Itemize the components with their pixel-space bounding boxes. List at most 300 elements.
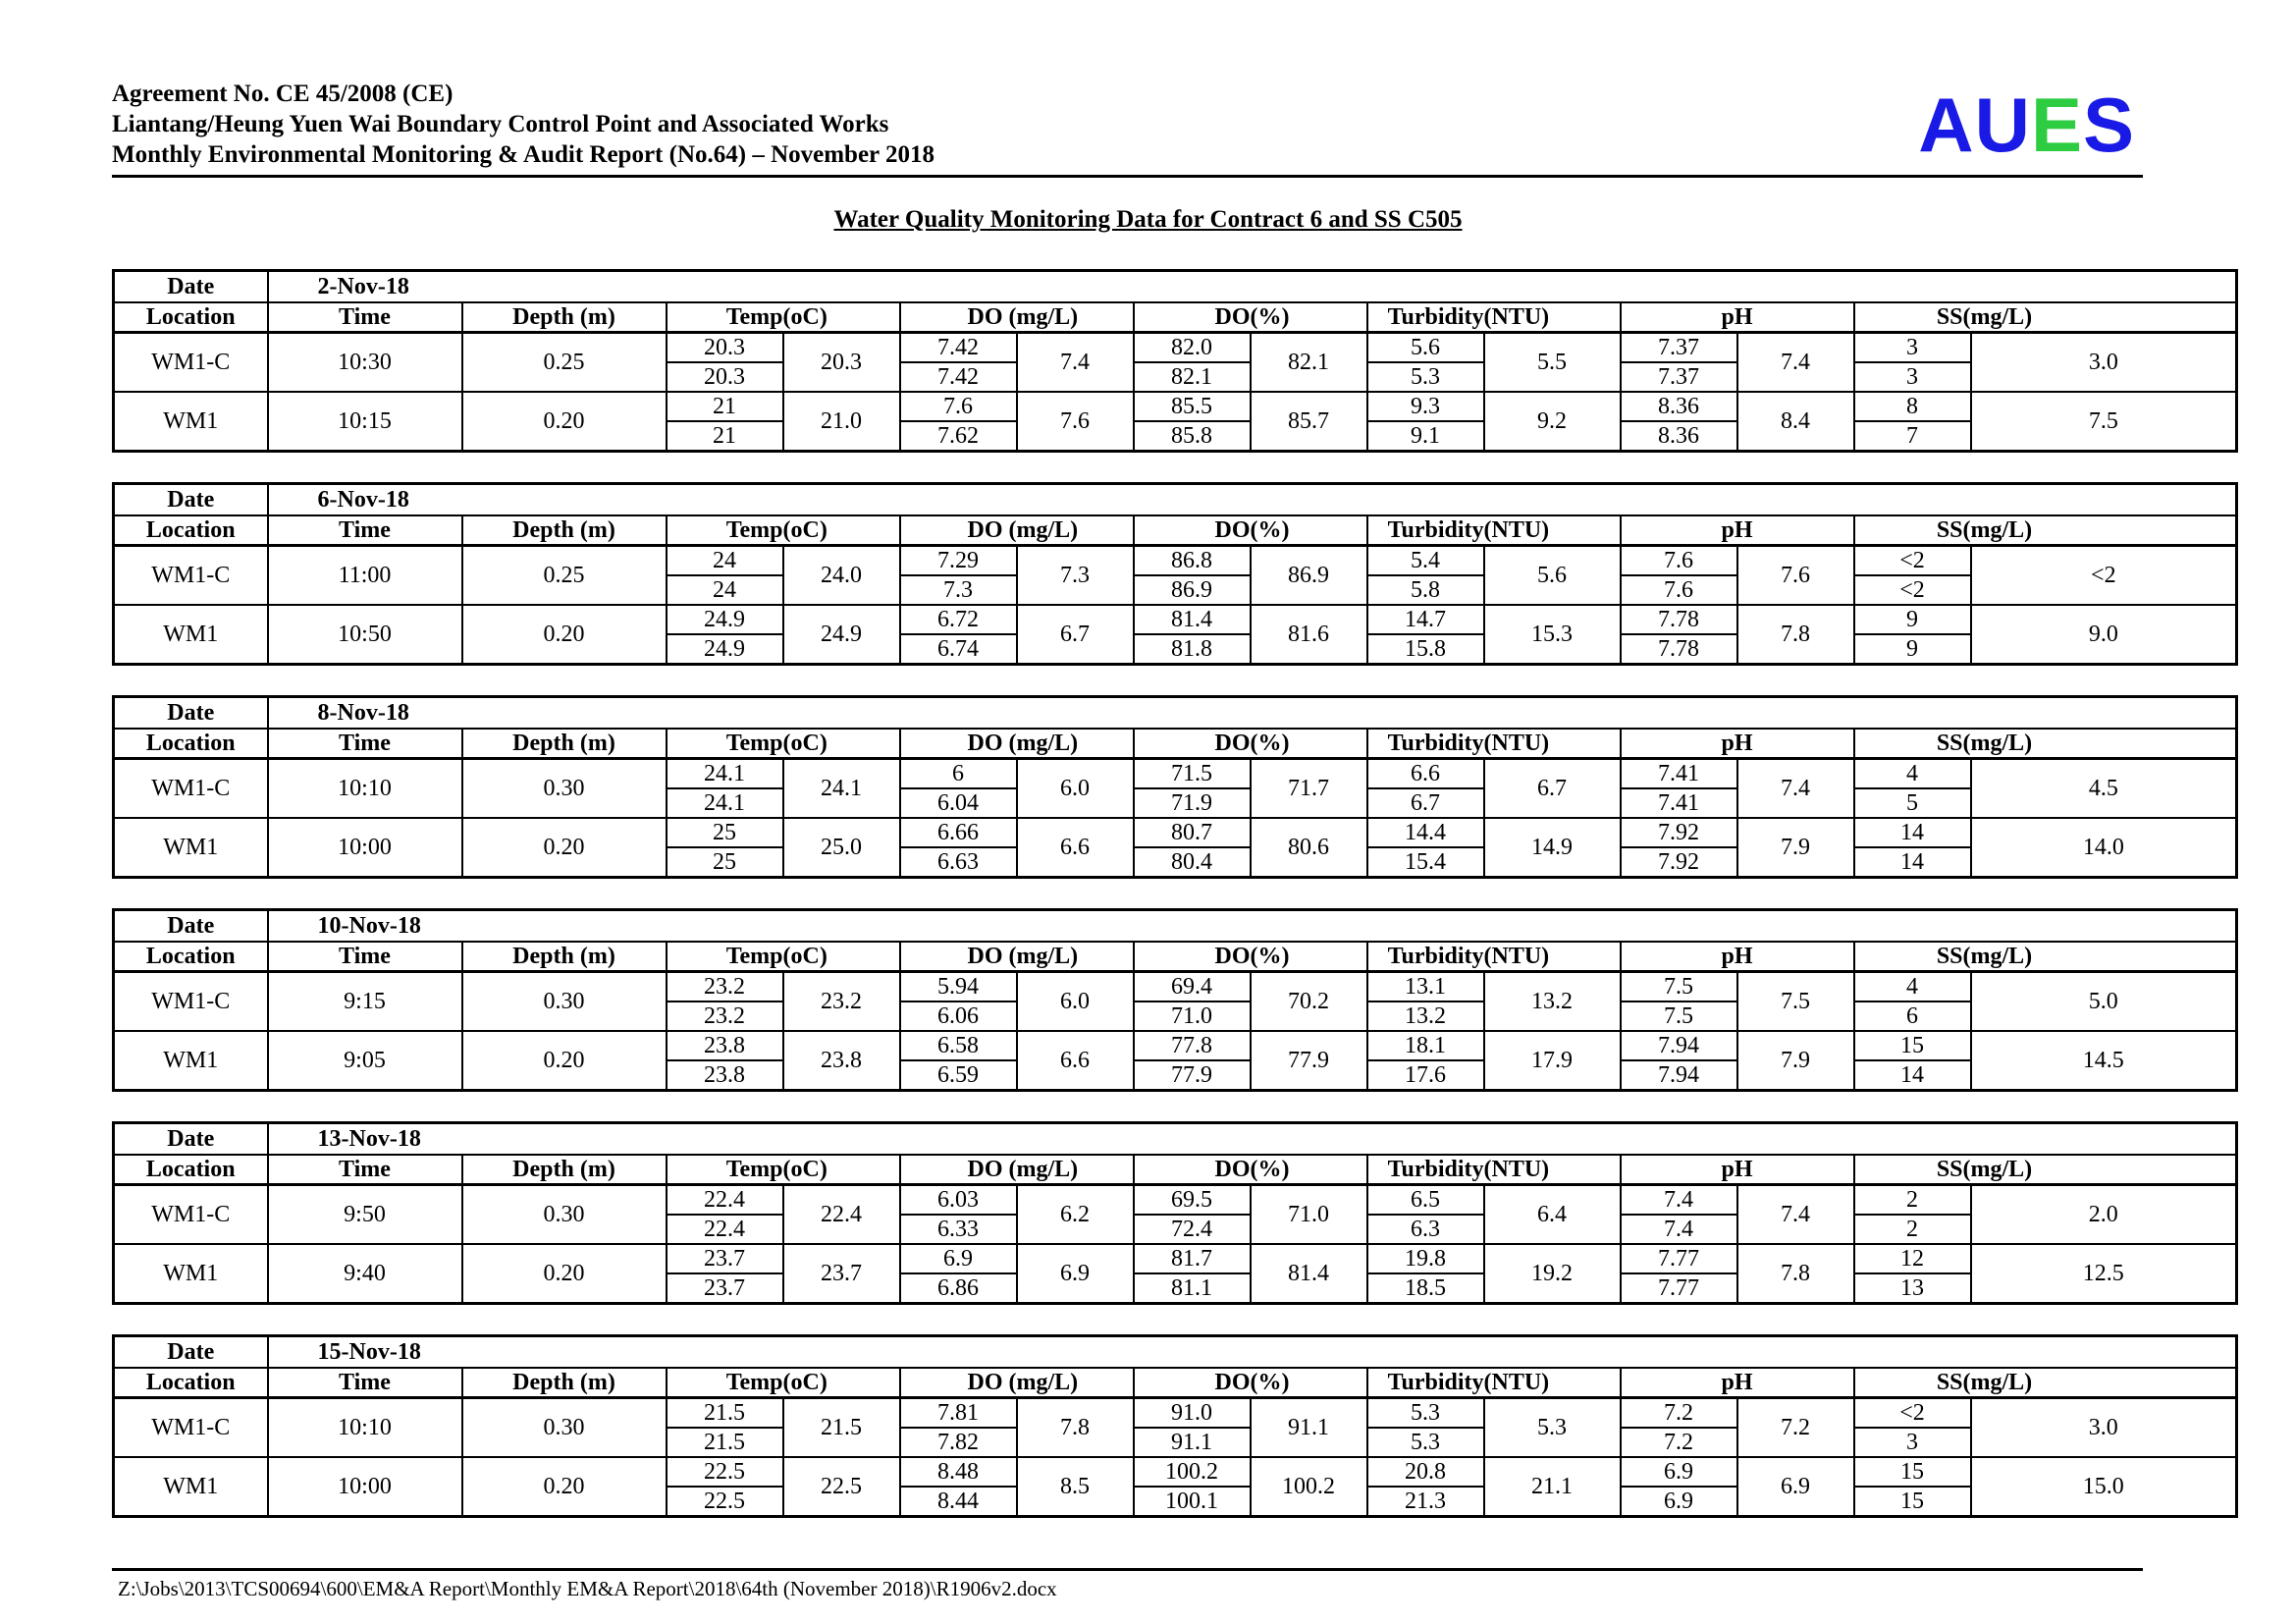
time-cell: 10:10 xyxy=(268,759,462,819)
ph-average: 7.4 xyxy=(1737,759,1854,819)
ss-reading-2: 15 xyxy=(1854,1487,1971,1517)
ss-reading-1: <2 xyxy=(1854,1398,1971,1429)
monitoring-table xyxy=(112,695,2238,879)
ss-average: 7.5 xyxy=(1971,392,2237,452)
header-do-pct-cont: (%) xyxy=(1251,942,1367,972)
ss-average: 4.5 xyxy=(1971,759,2237,819)
date-row xyxy=(114,697,2237,730)
do-mg-reading-1: 6.72 xyxy=(900,605,1017,634)
do-pct-reading-2: 85.8 xyxy=(1134,421,1251,452)
ph-average: 7.2 xyxy=(1737,1398,1854,1458)
date-row xyxy=(114,1336,2237,1369)
turbidity-reading-1: 13.1 xyxy=(1367,972,1484,1002)
ph-reading-2: 7.41 xyxy=(1621,788,1737,818)
header-location: Location xyxy=(114,942,268,972)
ss-reading-2: 9 xyxy=(1854,634,1971,665)
ss-reading-1: 15 xyxy=(1854,1457,1971,1487)
header-turbidity-cont: (NTU) xyxy=(1484,302,1621,333)
turbidity-average: 13.2 xyxy=(1484,972,1621,1032)
turbidity-reading-1: 20.8 xyxy=(1367,1457,1484,1487)
turbidity-reading-2: 6.7 xyxy=(1367,788,1484,818)
turbidity-reading-2: 13.2 xyxy=(1367,1001,1484,1031)
logo-letter-a: A xyxy=(1918,81,1975,168)
do-pct-reading-1: 100.2 xyxy=(1134,1457,1251,1487)
header-turbidity: Turbidity xyxy=(1367,1368,1484,1398)
do-mg-reading-2: 7.42 xyxy=(900,362,1017,392)
ph-average: 6.9 xyxy=(1737,1457,1854,1517)
header-ss: SS( xyxy=(1854,1368,1971,1398)
turbidity-reading-1: 6.6 xyxy=(1367,759,1484,789)
turbidity-reading-1: 9.3 xyxy=(1367,392,1484,421)
header-temp: Temp xyxy=(667,1368,783,1398)
ph-reading-1: 7.77 xyxy=(1621,1244,1737,1273)
header-temp-cont: (oC) xyxy=(783,729,900,759)
turbidity-average: 15.3 xyxy=(1484,605,1621,665)
do-pct-reading-1: 86.8 xyxy=(1134,546,1251,576)
temp-average: 24.1 xyxy=(783,759,900,819)
do-pct-reading-2: 82.1 xyxy=(1134,362,1251,392)
do-pct-reading-1: 81.4 xyxy=(1134,605,1251,634)
do-pct-average: 81.6 xyxy=(1251,605,1367,665)
ss-reading-1: 14 xyxy=(1854,818,1971,847)
ss-average: <2 xyxy=(1971,546,2237,606)
time-cell: 10:00 xyxy=(268,818,462,878)
turbidity-average: 6.7 xyxy=(1484,759,1621,819)
ss-reading-2: <2 xyxy=(1854,575,1971,605)
time-cell: 10:50 xyxy=(268,605,462,665)
header-temp-cont: (oC) xyxy=(783,1368,900,1398)
header-do-pct-cont: (%) xyxy=(1251,515,1367,546)
ss-reading-2: 2 xyxy=(1854,1215,1971,1244)
do-mg-average: 8.5 xyxy=(1017,1457,1134,1517)
temp-reading-2: 25 xyxy=(667,847,783,878)
turbidity-average: 5.6 xyxy=(1484,546,1621,606)
do-mg-reading-2: 6.33 xyxy=(900,1215,1017,1244)
do-pct-reading-1: 85.5 xyxy=(1134,392,1251,421)
ss-reading-1: 4 xyxy=(1854,972,1971,1002)
temp-reading-2: 23.7 xyxy=(667,1273,783,1304)
header-time: Time xyxy=(268,515,462,546)
logo-letter-s: S xyxy=(2082,81,2135,168)
do-mg-reading-2: 7.82 xyxy=(900,1428,1017,1457)
ss-reading-2: 14 xyxy=(1854,847,1971,878)
ph-average: 7.4 xyxy=(1737,333,1854,393)
header-turbidity: Turbidity xyxy=(1367,515,1484,546)
monitoring-table xyxy=(112,482,2238,666)
depth-cell: 0.30 xyxy=(462,759,667,819)
ph-average: 8.4 xyxy=(1737,392,1854,452)
ss-average: 15.0 xyxy=(1971,1457,2237,1517)
turbidity-average: 19.2 xyxy=(1484,1244,1621,1304)
ss-reading-1: 12 xyxy=(1854,1244,1971,1273)
depth-cell: 0.20 xyxy=(462,1457,667,1517)
header-ss-cont: mg/L) xyxy=(1971,729,2237,759)
temp-reading-1: 24.9 xyxy=(667,605,783,634)
header-do-mg-cont: mg/L) xyxy=(1017,1155,1134,1185)
header-time: Time xyxy=(268,1368,462,1398)
header-turbidity: Turbidity xyxy=(1367,729,1484,759)
header-do-pct-cont: (%) xyxy=(1251,1155,1367,1185)
do-mg-reading-1: 7.29 xyxy=(900,546,1017,576)
header-turbidity-cont: (NTU) xyxy=(1484,1155,1621,1185)
temp-average: 21.0 xyxy=(783,392,900,452)
turbidity-average: 17.9 xyxy=(1484,1031,1621,1091)
do-mg-reading-1: 7.81 xyxy=(900,1398,1017,1429)
ss-reading-2: 3 xyxy=(1854,1428,1971,1457)
table-row xyxy=(114,972,2237,1002)
header-turbidity: Turbidity xyxy=(1367,302,1484,333)
header-ph: pH xyxy=(1621,1155,1854,1185)
date-value: 15-Nov-18 xyxy=(317,1339,421,1365)
location-cell: WM1 xyxy=(114,818,268,878)
header-do-mg-cont: mg/L) xyxy=(1017,942,1134,972)
do-mg-reading-1: 5.94 xyxy=(900,972,1017,1002)
header-do-pct: DO xyxy=(1134,1155,1251,1185)
header-depth: Depth (m) xyxy=(462,942,667,972)
temp-reading-2: 21.5 xyxy=(667,1428,783,1457)
do-pct-reading-1: 71.5 xyxy=(1134,759,1251,789)
date-label: Date xyxy=(114,697,268,730)
header-location: Location xyxy=(114,729,268,759)
do-pct-reading-2: 91.1 xyxy=(1134,1428,1251,1457)
do-pct-reading-2: 86.9 xyxy=(1134,575,1251,605)
turbidity-reading-2: 21.3 xyxy=(1367,1487,1484,1517)
monitoring-table xyxy=(112,1334,2238,1518)
temp-average: 23.2 xyxy=(783,972,900,1032)
header-turbidity-cont: (NTU) xyxy=(1484,515,1621,546)
temp-reading-2: 24.1 xyxy=(667,788,783,818)
table-row xyxy=(114,759,2237,789)
do-mg-average: 6.7 xyxy=(1017,605,1134,665)
temp-reading-2: 22.4 xyxy=(667,1215,783,1244)
header-ss: SS( xyxy=(1854,515,1971,546)
header-temp: Temp xyxy=(667,515,783,546)
table-row xyxy=(114,605,2237,634)
turbidity-reading-2: 18.5 xyxy=(1367,1273,1484,1304)
do-pct-reading-2: 72.4 xyxy=(1134,1215,1251,1244)
header-temp-cont: (oC) xyxy=(783,942,900,972)
header-do-mg-cont: mg/L) xyxy=(1017,515,1134,546)
do-pct-average: 86.9 xyxy=(1251,546,1367,606)
header-do-mg: DO ( xyxy=(900,729,1017,759)
temp-reading-1: 25 xyxy=(667,818,783,847)
header-turbidity-cont: (NTU) xyxy=(1484,942,1621,972)
temp-reading-1: 24.1 xyxy=(667,759,783,789)
ph-reading-2: 7.5 xyxy=(1621,1001,1737,1031)
temp-reading-2: 23.8 xyxy=(667,1060,783,1091)
ph-reading-1: 7.41 xyxy=(1621,759,1737,789)
location-cell: WM1 xyxy=(114,1457,268,1517)
ph-reading-1: 6.9 xyxy=(1621,1457,1737,1487)
temp-average: 24.9 xyxy=(783,605,900,665)
header-do-mg-cont: mg/L) xyxy=(1017,302,1134,333)
ss-reading-2: 6 xyxy=(1854,1001,1971,1031)
do-mg-reading-1: 7.42 xyxy=(900,333,1017,363)
turbidity-reading-1: 5.4 xyxy=(1367,546,1484,576)
turbidity-reading-2: 5.8 xyxy=(1367,575,1484,605)
do-mg-reading-1: 6.03 xyxy=(900,1185,1017,1216)
do-mg-reading-1: 6.66 xyxy=(900,818,1017,847)
header-depth: Depth (m) xyxy=(462,302,667,333)
do-mg-average: 6.0 xyxy=(1017,759,1134,819)
ph-reading-2: 7.2 xyxy=(1621,1428,1737,1457)
header-ph: pH xyxy=(1621,729,1854,759)
header-time: Time xyxy=(268,1155,462,1185)
temp-reading-2: 24 xyxy=(667,575,783,605)
turbidity-reading-1: 14.7 xyxy=(1367,605,1484,634)
do-pct-reading-1: 77.8 xyxy=(1134,1031,1251,1060)
ss-reading-2: 3 xyxy=(1854,362,1971,392)
header-ph: pH xyxy=(1621,942,1854,972)
header-ss: SS( xyxy=(1854,302,1971,333)
date-label: Date xyxy=(114,910,268,943)
header-ss: SS( xyxy=(1854,1155,1971,1185)
temp-reading-1: 21.5 xyxy=(667,1398,783,1429)
header-row xyxy=(114,729,2237,759)
do-mg-reading-1: 6.58 xyxy=(900,1031,1017,1060)
turbidity-reading-1: 19.8 xyxy=(1367,1244,1484,1273)
report-name: Monthly Environmental Monitoring & Audit Report (No.64) – November 2018 xyxy=(112,141,934,168)
ph-reading-1: 7.5 xyxy=(1621,972,1737,1002)
do-pct-average: 91.1 xyxy=(1251,1398,1367,1458)
ss-average: 2.0 xyxy=(1971,1185,2237,1245)
turbidity-reading-2: 5.3 xyxy=(1367,1428,1484,1457)
ph-reading-1: 7.6 xyxy=(1621,546,1737,576)
turbidity-reading-2: 15.8 xyxy=(1367,634,1484,665)
turbidity-reading-1: 18.1 xyxy=(1367,1031,1484,1060)
time-cell: 10:00 xyxy=(268,1457,462,1517)
header-temp: Temp xyxy=(667,1155,783,1185)
table-row xyxy=(114,546,2237,576)
time-cell: 10:15 xyxy=(268,392,462,452)
do-mg-reading-1: 8.48 xyxy=(900,1457,1017,1487)
file-path: Z:\Jobs\2013\TCS00694\600\EM&A Report\Monthly EM&A Report\2018\64th (November 2018)\R1906v2.docx xyxy=(118,1577,1057,1600)
date-value: 6-Nov-18 xyxy=(317,487,409,513)
ph-reading-2: 7.4 xyxy=(1621,1215,1737,1244)
turbidity-average: 21.1 xyxy=(1484,1457,1621,1517)
date-row xyxy=(114,910,2237,943)
monitoring-tables xyxy=(112,269,2143,1547)
logo-letter-u: U xyxy=(1974,81,2031,168)
document-title: Water Quality Monitoring Data for Contract 6 and SS C505 xyxy=(833,206,1463,233)
ph-reading-2: 7.94 xyxy=(1621,1060,1737,1091)
date-row xyxy=(114,271,2237,303)
ss-reading-1: 15 xyxy=(1854,1031,1971,1060)
temp-reading-1: 24 xyxy=(667,546,783,576)
turbidity-reading-2: 9.1 xyxy=(1367,421,1484,452)
do-pct-reading-1: 91.0 xyxy=(1134,1398,1251,1429)
ph-reading-2: 7.37 xyxy=(1621,362,1737,392)
ph-reading-1: 7.4 xyxy=(1621,1185,1737,1216)
ph-reading-1: 7.2 xyxy=(1621,1398,1737,1429)
header-do-mg: DO ( xyxy=(900,1368,1017,1398)
depth-cell: 0.30 xyxy=(462,1185,667,1245)
temp-reading-1: 22.4 xyxy=(667,1185,783,1216)
file-path-footer xyxy=(112,1568,2143,1601)
temp-reading-1: 21 xyxy=(667,392,783,421)
date-row xyxy=(114,484,2237,516)
depth-cell: 0.30 xyxy=(462,972,667,1032)
do-pct-reading-2: 80.4 xyxy=(1134,847,1251,878)
header-location: Location xyxy=(114,1368,268,1398)
ss-reading-1: 3 xyxy=(1854,333,1971,363)
temp-reading-2: 22.5 xyxy=(667,1487,783,1517)
turbidity-reading-2: 17.6 xyxy=(1367,1060,1484,1091)
ss-reading-2: 7 xyxy=(1854,421,1971,452)
ph-average: 7.5 xyxy=(1737,972,1854,1032)
header-do-pct: DO xyxy=(1134,1368,1251,1398)
ph-reading-2: 7.77 xyxy=(1621,1273,1737,1304)
header-do-pct: DO xyxy=(1134,942,1251,972)
date-label: Date xyxy=(114,271,268,303)
do-mg-reading-1: 7.6 xyxy=(900,392,1017,421)
header-ss-cont: mg/L) xyxy=(1971,1155,2237,1185)
turbidity-reading-2: 5.3 xyxy=(1367,362,1484,392)
temp-reading-2: 21 xyxy=(667,421,783,452)
turbidity-reading-1: 5.3 xyxy=(1367,1398,1484,1429)
header-do-mg-cont: mg/L) xyxy=(1017,1368,1134,1398)
header-do-pct: DO xyxy=(1134,729,1251,759)
time-cell: 10:10 xyxy=(268,1398,462,1458)
ss-reading-2: 14 xyxy=(1854,1060,1971,1091)
do-mg-reading-2: 6.74 xyxy=(900,634,1017,665)
temp-average: 23.8 xyxy=(783,1031,900,1091)
table-row xyxy=(114,1244,2237,1273)
do-mg-average: 7.3 xyxy=(1017,546,1134,606)
do-pct-reading-1: 69.5 xyxy=(1134,1185,1251,1216)
ph-average: 7.8 xyxy=(1737,605,1854,665)
header-turbidity: Turbidity xyxy=(1367,1155,1484,1185)
time-cell: 9:15 xyxy=(268,972,462,1032)
table-row xyxy=(114,1457,2237,1487)
temp-average: 25.0 xyxy=(783,818,900,878)
depth-cell: 0.20 xyxy=(462,1244,667,1304)
header-location: Location xyxy=(114,1155,268,1185)
do-mg-average: 6.6 xyxy=(1017,1031,1134,1091)
ss-average: 3.0 xyxy=(1971,333,2237,393)
header-location: Location xyxy=(114,515,268,546)
header-do-mg: DO ( xyxy=(900,302,1017,333)
header-turbidity: Turbidity xyxy=(1367,942,1484,972)
depth-cell: 0.25 xyxy=(462,546,667,606)
header-do-pct-cont: (%) xyxy=(1251,729,1367,759)
date-label: Date xyxy=(114,1336,268,1369)
ph-average: 7.9 xyxy=(1737,818,1854,878)
ss-average: 9.0 xyxy=(1971,605,2237,665)
ph-average: 7.4 xyxy=(1737,1185,1854,1245)
do-mg-reading-2: 8.44 xyxy=(900,1487,1017,1517)
header-do-pct: DO xyxy=(1134,302,1251,333)
agreement-number: Agreement No. CE 45/2008 (CE) xyxy=(112,81,454,107)
do-pct-average: 77.9 xyxy=(1251,1031,1367,1091)
header-ss-cont: mg/L) xyxy=(1971,942,2237,972)
table-row xyxy=(114,1031,2237,1060)
do-mg-reading-1: 6.9 xyxy=(900,1244,1017,1273)
header-depth: Depth (m) xyxy=(462,1155,667,1185)
header-temp-cont: (oC) xyxy=(783,1155,900,1185)
turbidity-average: 5.5 xyxy=(1484,333,1621,393)
do-pct-average: 71.7 xyxy=(1251,759,1367,819)
do-mg-reading-1: 6 xyxy=(900,759,1017,789)
temp-reading-2: 24.9 xyxy=(667,634,783,665)
time-cell: 9:05 xyxy=(268,1031,462,1091)
location-cell: WM1 xyxy=(114,605,268,665)
date-value: 10-Nov-18 xyxy=(317,913,421,939)
turbidity-average: 14.9 xyxy=(1484,818,1621,878)
do-mg-reading-2: 6.59 xyxy=(900,1060,1017,1091)
do-mg-reading-2: 7.3 xyxy=(900,575,1017,605)
do-pct-average: 100.2 xyxy=(1251,1457,1367,1517)
date-label: Date xyxy=(114,484,268,516)
do-mg-reading-2: 7.62 xyxy=(900,421,1017,452)
header-do-mg: DO ( xyxy=(900,1155,1017,1185)
ss-average: 12.5 xyxy=(1971,1244,2237,1304)
do-pct-reading-2: 77.9 xyxy=(1134,1060,1251,1091)
header-depth: Depth (m) xyxy=(462,515,667,546)
time-cell: 10:30 xyxy=(268,333,462,393)
header-time: Time xyxy=(268,942,462,972)
header-location: Location xyxy=(114,302,268,333)
header-turbidity-cont: (NTU) xyxy=(1484,1368,1621,1398)
monitoring-table xyxy=(112,1121,2238,1305)
depth-cell: 0.20 xyxy=(462,392,667,452)
header-temp: Temp xyxy=(667,729,783,759)
ss-reading-1: 8 xyxy=(1854,392,1971,421)
time-cell: 9:40 xyxy=(268,1244,462,1304)
location-cell: WM1-C xyxy=(151,1415,231,1440)
ph-reading-1: 7.37 xyxy=(1621,333,1737,363)
header-do-mg-cont: mg/L) xyxy=(1017,729,1134,759)
header-ph: pH xyxy=(1621,302,1854,333)
turbidity-reading-1: 6.5 xyxy=(1367,1185,1484,1216)
turbidity-reading-2: 15.4 xyxy=(1367,847,1484,878)
turbidity-average: 6.4 xyxy=(1484,1185,1621,1245)
project-name: Liantang/Heung Yuen Wai Boundary Control Point and Associated Works xyxy=(112,111,889,137)
header-ss-cont: mg/L) xyxy=(1971,515,2237,546)
temp-reading-1: 22.5 xyxy=(667,1457,783,1487)
do-mg-reading-2: 6.63 xyxy=(900,847,1017,878)
temp-average: 20.3 xyxy=(783,333,900,393)
depth-cell: 0.20 xyxy=(462,1031,667,1091)
location-cell: WM1-C xyxy=(151,776,231,801)
table-row xyxy=(114,333,2237,363)
location-cell: WM1-C xyxy=(151,563,231,588)
header-turbidity-cont: (NTU) xyxy=(1484,729,1621,759)
header-do-pct: DO xyxy=(1134,515,1251,546)
header-do-pct-cont: (%) xyxy=(1251,1368,1367,1398)
header-ss-cont: mg/L) xyxy=(1971,1368,2237,1398)
header-row xyxy=(114,1368,2237,1398)
temp-reading-1: 20.3 xyxy=(667,333,783,363)
header-ph: pH xyxy=(1621,515,1854,546)
do-mg-average: 7.4 xyxy=(1017,333,1134,393)
ph-reading-1: 8.36 xyxy=(1621,392,1737,421)
header-ss-cont: mg/L) xyxy=(1971,302,2237,333)
do-pct-reading-2: 81.1 xyxy=(1134,1273,1251,1304)
temp-reading-2: 20.3 xyxy=(667,362,783,392)
turbidity-average: 9.2 xyxy=(1484,392,1621,452)
turbidity-reading-1: 5.6 xyxy=(1367,333,1484,363)
header-temp: Temp xyxy=(667,942,783,972)
table-row xyxy=(114,1185,2237,1216)
do-mg-average: 7.6 xyxy=(1017,392,1134,452)
do-mg-average: 6.9 xyxy=(1017,1244,1134,1304)
location-cell: WM1 xyxy=(114,1244,268,1304)
ss-reading-2: 13 xyxy=(1854,1273,1971,1304)
header-time: Time xyxy=(268,302,462,333)
table-row xyxy=(114,392,2237,421)
do-mg-reading-2: 6.06 xyxy=(900,1001,1017,1031)
